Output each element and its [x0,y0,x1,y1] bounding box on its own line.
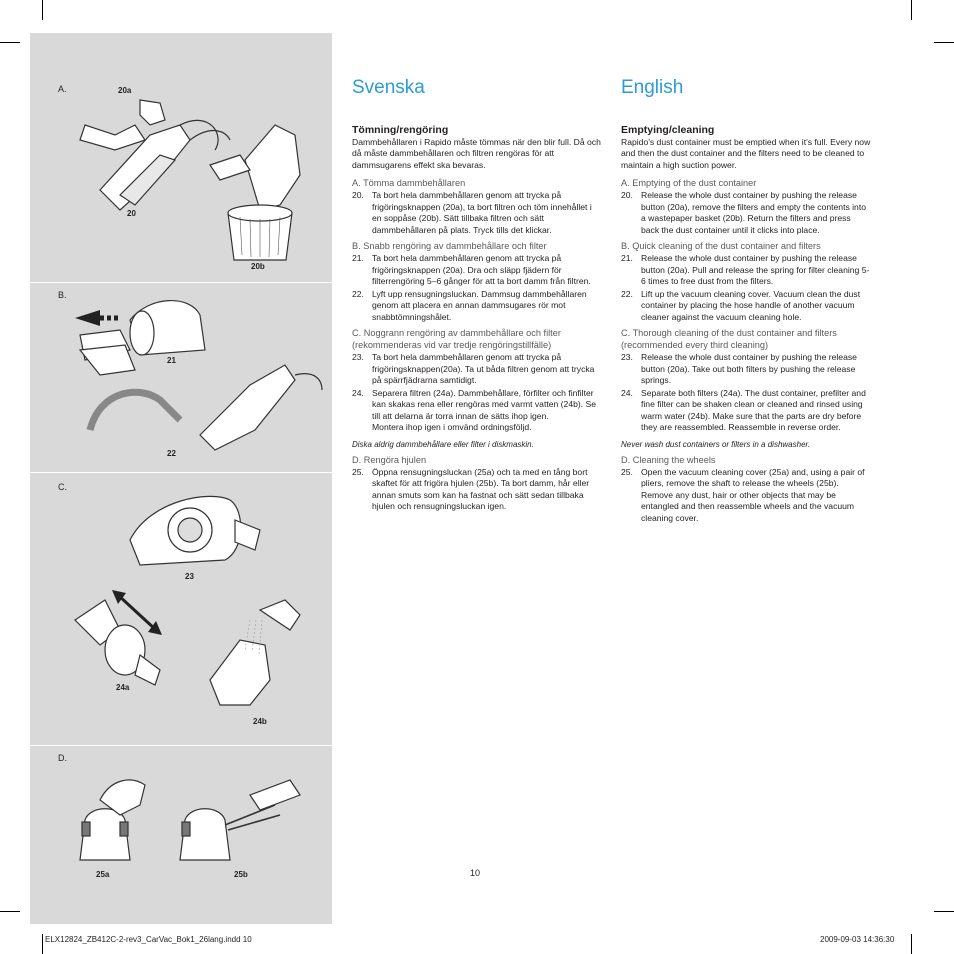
crop-mark [42,0,43,20]
item-text: Ta bort hela dammbehållaren genom att trycka på frigöringsknappen (20a). Dra och släpp fjädern för filterrengöring 5–6 gånger för att ta bort damm från filtren. [372,253,591,287]
figure-num-25b: 25b [234,870,248,879]
filter-cleaning-illustration [60,290,330,465]
item-text: Lyft upp rensugningsluckan. Dammsug dammbehållaren genom att placera en annan dammsugares rör mot snabbtömningshålet. [372,288,587,322]
crop-mark [42,934,43,954]
item-text: Ta bort hela dammbehållaren genom att trycka på frigöringsknappen (20a), ta bort filtren och töm innehållet i en soppåse (20b). Sätt tillbaka filtren och sätt dammbehållaren på plats. Tryck tills det klickar. [372,190,592,235]
subsection-title: B. Snabb rengöring av dammbehållare och filter [352,241,547,252]
figure-d-label: D. [58,753,67,763]
item-text: Release the whole dust container by pushing the release button (20a), remove the filters and empty the contents into a wastepaper basket (20b). Return the filters and press back the dust container until it clicks into place. [641,190,866,235]
item-number: 21. [352,253,364,264]
list-item [621,352,871,387]
panel-divider [30,472,332,473]
list-item [621,190,871,236]
language-title: English [621,77,684,98]
footer-date: 2009-09-03 14:36:30 [820,935,895,944]
wheel-cleaning-illustration [60,760,330,870]
figure-num-24b: 24b [253,717,267,726]
crop-mark [911,934,912,954]
figure-num-22: 22 [167,449,176,458]
vacuum-emptying-illustration [60,95,330,270]
item-number: 25. [352,466,364,477]
warning-note: Never wash dust containers or filters in a dishwasher. [621,439,811,449]
panel-divider [30,282,332,283]
subsection-title: C. Thorough cleaning of the dust container and filters (recommended every third cleaning) [621,328,837,351]
footer-file-info: ELX12824_ZB412C-2-rev3_CarVac_Bok1_26lang.indd 10 [45,935,252,944]
intro-text: Rapido's dust container must be emptied when it's full. Every now and then the dust container and the filters need to be cleaned to maintain a high suction power. [621,136,871,170]
item-text: Öppna rensugningsluckan (25a) och ta med en tång bort skaftet för att frigöra hjulen (25b). Ta bort damm, hår eller annan smuts som kan ha fastnat och sätt sedan tillbaka hjulen och rensugningsluckan igen. [372,466,590,512]
item-number: 23. [352,352,364,363]
figure-num-24a: 24a [116,683,130,692]
subsection-title: A. Tömma dammbehållaren [352,178,466,189]
figure-num-20: 20 [127,209,136,218]
crop-mark [934,42,954,43]
list-item [621,388,871,434]
figure-num-21: 21 [167,356,176,365]
item-text: Release the whole dust container by pushing the release button (20a). Pull and release the spring for filter cleaning 5-6 times to free dust from the filters. [641,253,870,287]
subsection-title: A. Emptying of the dust container [621,178,757,189]
intro-text: Dammbehållaren i Rapido måste tömmas när den blir full. Då och då måste dammbehållaren och filtren rengöras för att dammsugarens effekt ska bevaras. [352,136,601,170]
page-number: 10 [470,868,481,878]
subsection-title: B. Quick cleaning of the dust container and filters [621,241,821,252]
item-text: Separate both filters (24a). The dust container, prefilter and fine filter can be shaken clean or cleaned and rinsed using warm water (24b). Make sure that the parts are dry before they are reassembled. Reassemble in reverse order. [641,387,866,433]
figure-a-label: A. [58,84,67,94]
language-title: Svenska [352,77,425,98]
column-svenska [352,78,602,514]
item-text: Lift up the vacuum cleaning cover. Vacuum clean the dust container by placing the hose handle of another vacuum cleaner against the vacuum cleaning hole. [641,288,861,322]
item-number: 23. [621,352,633,363]
item-number: 21. [621,253,633,264]
item-number: 22. [352,288,364,299]
column-english [621,78,871,525]
list-item [621,289,871,324]
crop-mark [911,0,912,20]
figure-num-20a: 20a [118,86,132,95]
figure-num-25a: 25a [96,870,110,879]
filter-separation-illustration [60,480,330,735]
item-text: Separera filtren (24a). Dammbehållare, förfilter och finfilter kan skakas rena eller rengöras med varmt vatten (24b). Se till att delarna är torra innan de sätts ihop igen. Montera ihop igen i omvänd ordningsföljd. [372,387,597,433]
list-item [621,467,871,525]
crop-mark [0,911,20,912]
list-item [352,190,602,236]
item-number: 25. [621,466,633,477]
figure-num-23: 23 [185,572,194,581]
section-heading: Tömning/rengöring [352,123,449,136]
item-number: 20. [621,190,633,201]
list-item [352,467,602,513]
subsection-title: D. Cleaning the wheels [621,454,716,465]
item-text: Ta bort hela dammbehållaren genom att trycka på frigöringsknappen(20a). Ta ut båda filtren genom att trycka på spärrfjädrarna samtidigt. [372,352,595,386]
list-item [352,253,602,288]
subsection-title: D. Rengöra hjulen [352,454,427,465]
figure-b-label: B. [58,290,67,300]
item-number: 24. [352,387,364,398]
figure-c-label: C. [58,482,67,492]
subsection-title: C. Noggrann rengöring av dammbehållare och filter (rekommenderas vid var tredje rengöringstillfälle) [352,328,561,351]
list-item [621,253,871,288]
section-heading: Emptying/cleaning [621,123,715,136]
item-text: Release the whole dust container by pushing the release button (20a). Take out both filters by pushing the release springs. [641,352,857,386]
crop-mark [934,911,954,912]
item-text: Open the vacuum cleaning cover (25a) and, using a pair of pliers, remove the shaft to release the wheels (25b). Remove any dust, hair or other objects that may be entangled and then reassemble wheels and the vacuum cleaning cover. [641,466,865,523]
list-item [352,352,602,387]
panel-divider [30,745,332,746]
warning-note: Diska aldrig dammbehållare eller filter i diskmaskin. [352,439,534,449]
list-item [352,289,602,324]
crop-mark [0,42,20,43]
figure-num-20b: 20b [251,262,265,271]
list-item [352,388,602,434]
item-number: 22. [621,288,633,299]
item-number: 24. [621,387,633,398]
item-number: 20. [352,190,364,201]
